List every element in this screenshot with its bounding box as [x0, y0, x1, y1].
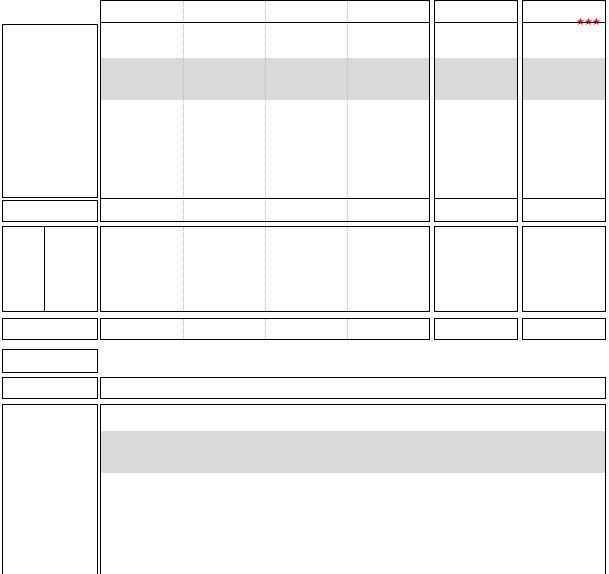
dayun-detail-label-frame [2, 404, 98, 574]
rikong-divider [523, 198, 605, 199]
rikong-divider [435, 198, 517, 199]
gong-label-frame [2, 226, 98, 312]
dayun-column-frame [434, 0, 518, 222]
xuanding-label-frame [2, 349, 98, 373]
col-divider [347, 227, 348, 311]
liunian-column-frame [522, 0, 606, 222]
header-divider [523, 22, 605, 23]
nayin-label-frame [2, 318, 98, 340]
gong-label-separator [44, 226, 45, 312]
left-label-frame-top [2, 24, 98, 198]
col-divider [265, 227, 266, 311]
ganzhi-band-dayun [435, 58, 517, 100]
ganzhi-band-liunian [523, 58, 605, 100]
dayun-age-frame [100, 377, 606, 399]
left-label-frame-rikong [2, 200, 98, 222]
col-divider [183, 227, 184, 311]
header-divider [435, 22, 517, 23]
rikong-divider [101, 198, 429, 199]
highlight-stars-icon: ★★★ [576, 17, 600, 28]
gong-frame-liunian [522, 226, 606, 312]
gong-frame-dayun [434, 226, 518, 312]
header-divider [101, 22, 429, 23]
col-divider [347, 319, 348, 339]
col-divider [183, 1, 184, 221]
col-divider [265, 319, 266, 339]
nayin-frame-liunian [522, 318, 606, 340]
dayun-ganzhi-band [101, 431, 605, 473]
nayin-frame-dayun [434, 318, 518, 340]
dayun-age-label-frame [2, 377, 98, 399]
dayun-detail-frame [100, 404, 606, 574]
col-divider [183, 319, 184, 339]
col-divider [265, 1, 266, 221]
col-divider [347, 1, 348, 221]
